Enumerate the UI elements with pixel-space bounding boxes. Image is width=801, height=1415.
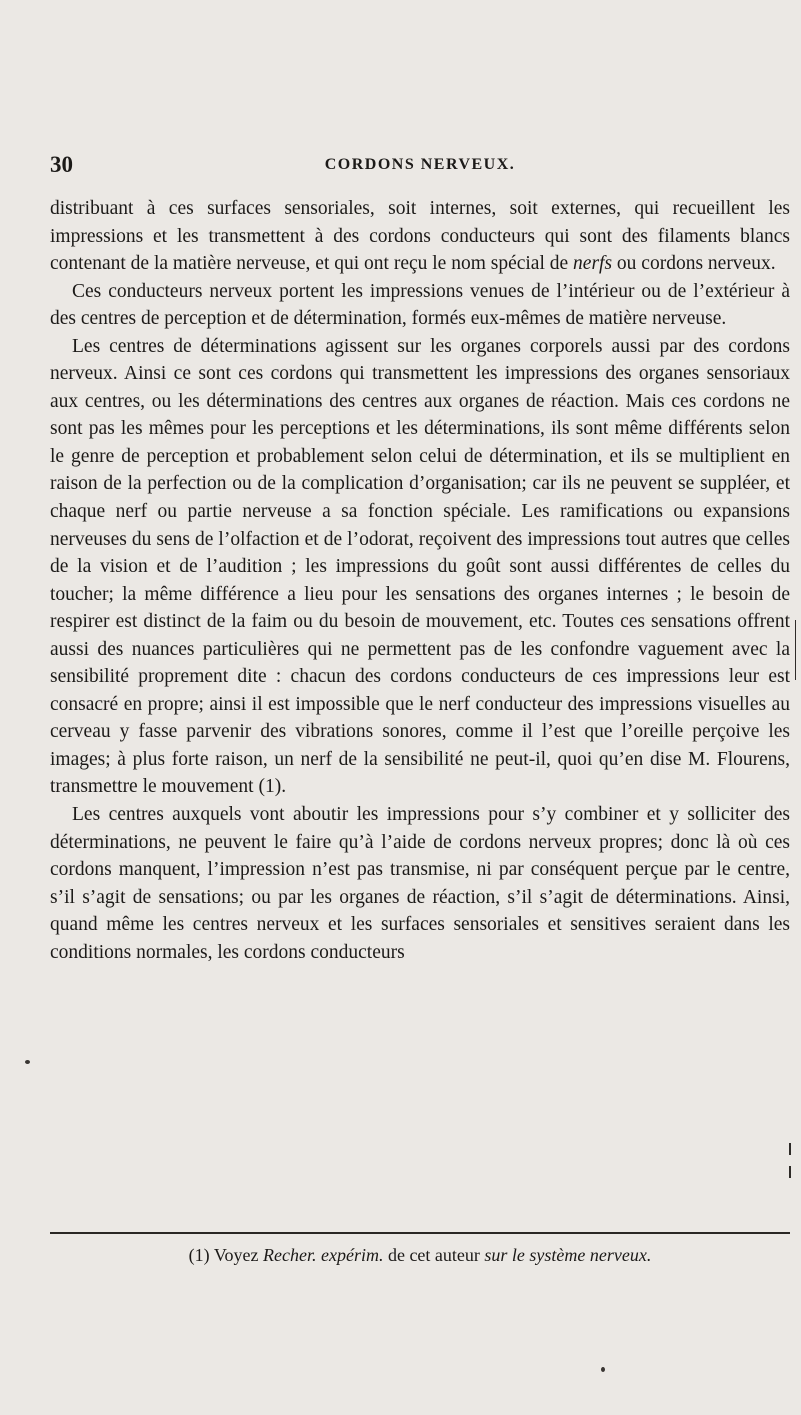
text-run: Les centres auxquels vont aboutir les impressions pour s’y combiner et y solliciter des déterminations, ne peuvent le faire qu’à l’aide de cordons nerveux propres; donc là où ces cordons manquent, l’impression n’est pas transmise, ni par conséquent perçue par le centre, s’il s’agit de sensations; ou par les organes de réaction, s’il s’agit de déterminations. Ainsi, quand même les centres nerveux et les surfaces sensoriales et sensitives seraient dans les conditions normales, les cordons conducteurs	[50, 804, 790, 963]
edge-mark	[789, 1166, 791, 1178]
footnote-subject: sur le système nerveux.	[484, 1245, 652, 1265]
text-run: distribuant à ces surfaces sensoriales, soit internes, soit externes, qui recueillent les impressions et les transmettent à des cordons conducteurs qui sont des filaments blancs contenant de la matière nerveuse, et qui ont reçu le nom spécial de	[50, 198, 790, 275]
paragraph	[50, 278, 790, 333]
paragraph	[50, 195, 790, 278]
body-text	[50, 195, 790, 966]
text-run: Les centres de déterminations agissent sur les organes corporels aussi par des cordons nerveux. Ainsi ce sont ces cordons qui transmettent les impressions des organes sensoriaux aux centres, ou les déterminations des centres aux organes de réaction. Mais ces cordons ne sont pas les mêmes pour les perceptions et les déterminations, ils sont même différents selon le genre de perception et probablement selon celui de détermination, et ils se multiplient en raison de la perfection ou de la complication d’organisation; car ils ne peuvent se suppléer, et chaque nerf ou partie nerveuse a sa fonction spéciale. Les ramifications ou expansions nerveuses du sens de l’olfaction et de l’odorat, reçoivent des impressions tout autres que celles de la vision et de l’audition ; les impressions du goût sont aussi différentes de celles du toucher; la même différence a lieu pour les sensations des organes internes ; le besoin de respirer est distinct de la faim ou du besoin de mouvement, etc. Toutes ces sensations offrent aussi des nuances particulières qui ne permettent pas de les confondre vaguement avec la sensibilité proprement dite : chacun des cordons conducteurs de ces impressions leur est consacré en propre; ainsi il est impossible que le nerf conducteur des impressions visuelles au cerveau y fasse parvenir des vibrations sonores, comme il l’est que l’oreille perçoive les images; à plus forte raison, un nerf de la sensibilité ne peut-il, quoi qu’en dise M. Flourens, transmettre le mouvement (1).	[50, 335, 790, 798]
ink-speck	[601, 1367, 605, 1372]
footnote-rule	[50, 1232, 790, 1234]
footnote	[50, 1243, 790, 1267]
running-title: CORDONS NERVEUX.	[324, 156, 516, 173]
text-run: Ces conducteurs nerveux portent les impressions venues de l’intérieur ou de l’extérieur à des centres de perception et de détermination, formés eux-mêmes de matière nerveuse.	[50, 280, 790, 330]
page-number: 30	[50, 152, 73, 177]
edge-mark	[789, 1143, 791, 1155]
footnote-middle: de cet auteur	[387, 1245, 480, 1265]
footnote-marker: (1)	[188, 1245, 210, 1265]
paragraph	[50, 801, 790, 966]
ink-speck	[25, 1060, 30, 1064]
page-header	[50, 152, 790, 182]
footnote-lead: Voyez	[213, 1245, 259, 1265]
edge-mark	[795, 620, 796, 680]
text-run: ou cordons nerveux.	[612, 253, 776, 275]
italic-term: nerfs	[573, 253, 613, 275]
paragraph	[50, 333, 790, 801]
footnote-work-title: Recher. expérim.	[263, 1245, 384, 1265]
